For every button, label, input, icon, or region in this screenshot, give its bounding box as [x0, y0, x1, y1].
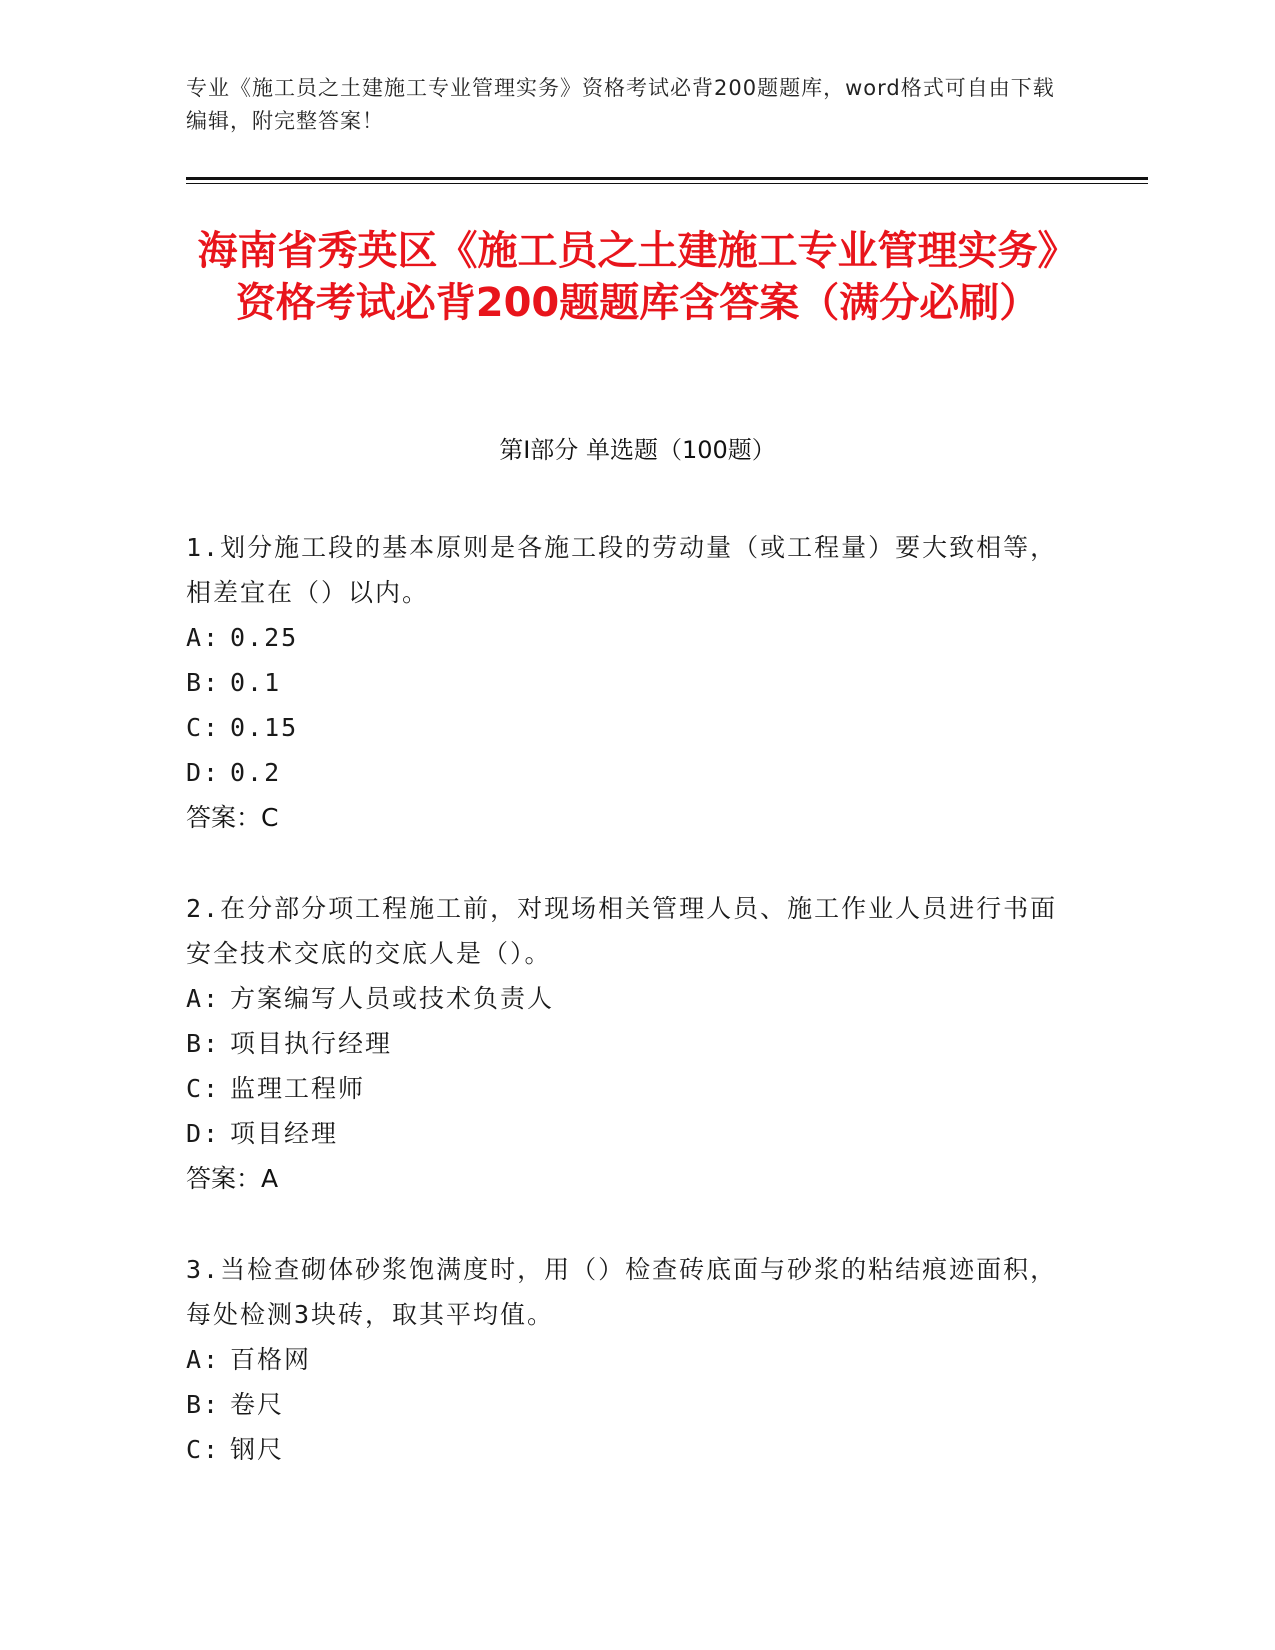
option-text: 方案编写人员或技术负责人 — [230, 984, 555, 1013]
option-b — [186, 1021, 1066, 1066]
option-text: 卷尺 — [230, 1390, 285, 1419]
question-stem: 1.划分施工段的基本原则是各施工段的劳动量（或工程量）要大致相等，相差宜在（）以内。 — [186, 533, 1058, 607]
question-item — [186, 886, 1066, 1201]
option-a — [186, 976, 1066, 1021]
option-letter: C: — [186, 1435, 221, 1464]
option-letter: A: — [186, 1345, 221, 1374]
question-item — [186, 525, 1066, 840]
option-letter: D: — [186, 1119, 221, 1148]
option-letter: B: — [186, 1029, 221, 1058]
option-letter: C: — [186, 1074, 221, 1103]
option-b — [186, 1382, 1066, 1427]
option-letter: B: — [186, 1390, 221, 1419]
section-heading: 第I部分 单选题（100题） — [499, 436, 776, 464]
option-text: 0.2 — [230, 758, 282, 787]
option-letter: C: — [186, 713, 221, 742]
header-note: 专业《施工员之土建施工专业管理实务》资格考试必背200题题库，word格式可自由下载编辑，附完整答案！ — [186, 76, 1055, 133]
header-rule-thin — [186, 183, 1148, 184]
question-stem: 2.在分部分项工程施工前，对现场相关管理人员、施工作业人员进行书面安全技术交底的交底人是（）。 — [186, 894, 1058, 968]
option-letter: A: — [186, 623, 221, 652]
option-letter: D: — [186, 758, 221, 787]
option-d — [186, 1111, 1066, 1156]
option-c — [186, 1427, 1066, 1472]
answer-line: 答案：C — [186, 803, 279, 832]
option-text: 项目经理 — [230, 1119, 339, 1148]
option-text: 0.1 — [230, 668, 282, 697]
question-list — [186, 525, 1066, 1518]
option-text: 监理工程师 — [230, 1074, 366, 1103]
option-d — [186, 750, 1066, 795]
question-stem: 3.当检查砌体砂浆饱满度时，用（）检查砖底面与砂浆的粘结痕迹面积，每处检测3块砖，取其平均值。 — [186, 1255, 1058, 1329]
option-c — [186, 705, 1066, 750]
option-text: 百格网 — [230, 1345, 312, 1374]
answer-line: 答案：A — [186, 1164, 279, 1193]
option-a — [186, 615, 1066, 660]
document-title: 海南省秀英区《施工员之土建施工专业管理实务》资格考试必背200题题库含答案（满分必刷） — [197, 228, 1078, 326]
option-b — [186, 660, 1066, 705]
header-rule-thick — [186, 177, 1148, 180]
option-text: 项目执行经理 — [230, 1029, 393, 1058]
question-item — [186, 1247, 1066, 1472]
option-text: 0.25 — [230, 623, 299, 652]
option-text: 0.15 — [230, 713, 299, 742]
option-text: 钢尺 — [230, 1435, 285, 1464]
option-c — [186, 1066, 1066, 1111]
option-a — [186, 1337, 1066, 1382]
option-letter: B: — [186, 668, 221, 697]
option-letter: A: — [186, 984, 221, 1013]
